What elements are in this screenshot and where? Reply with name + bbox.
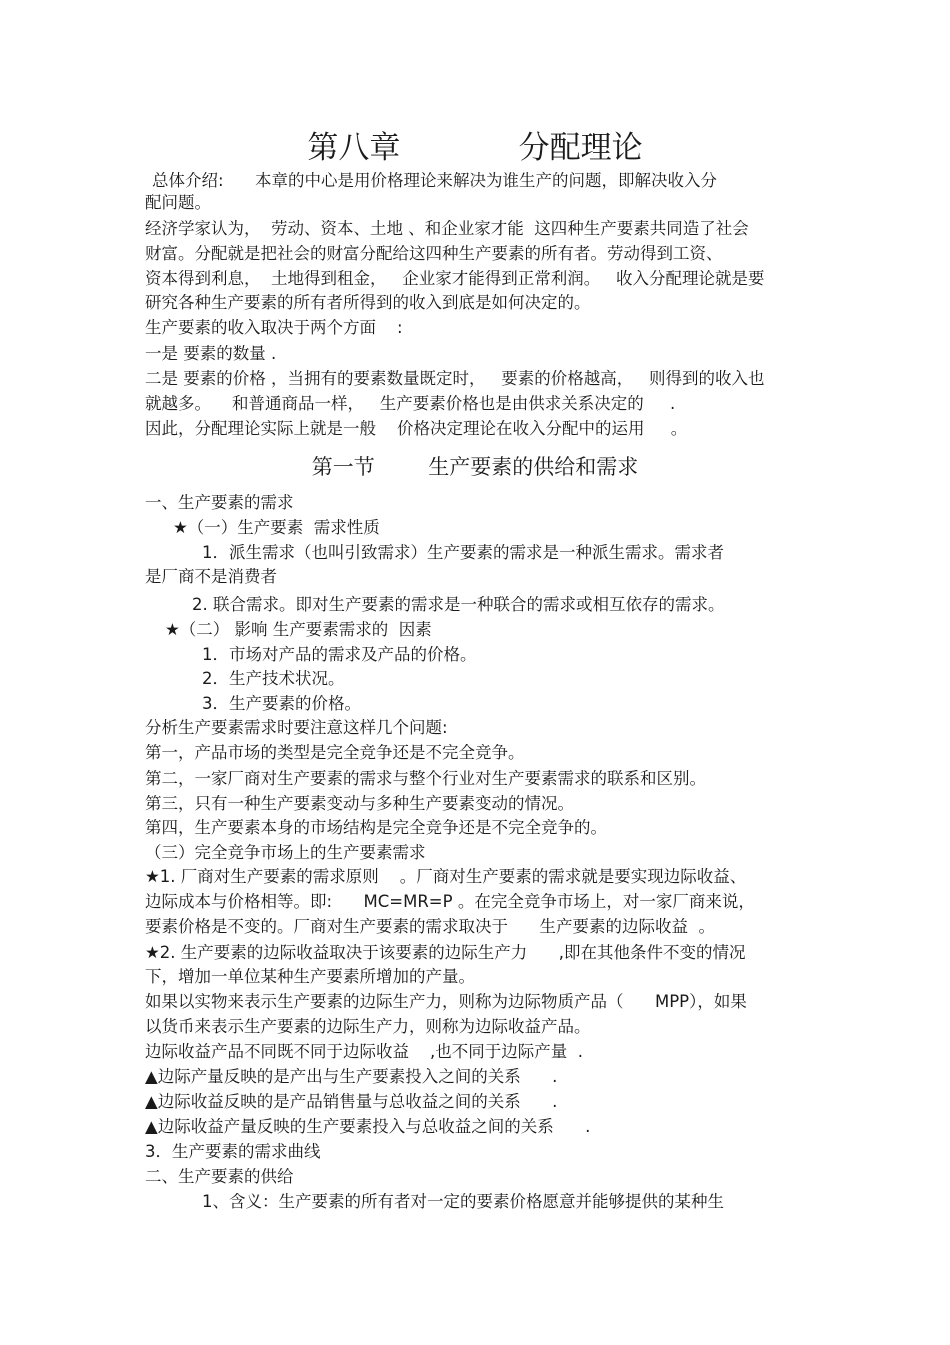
chapter-title: 第八章 分配理论 <box>307 130 643 166</box>
text-line: 一、生产要素的需求 <box>145 493 294 512</box>
text-line: 1．派生需求（也叫引致需求）生产要素的需求是一种派生需求。需求者 <box>202 543 724 562</box>
text-line: 下，增加一单位某种生产要素所增加的产量。 <box>145 967 475 986</box>
text-line: 总体介绍: 本章的中心是用价格理论来解决为谁生产的问题，即解决收入分 <box>152 171 718 190</box>
text-line: ▲边际收益产量反映的生产要素投入与总收益之间的关系 . <box>145 1117 591 1136</box>
text-line: ★1. 厂商对生产要素的需求原则 。厂商对生产要素的需求就是要实现边际收益、 <box>145 867 747 886</box>
text-line: ★（二） 影响 生产要素需求的 因素 <box>165 620 432 639</box>
text-line: 第三，只有一种生产要素变动与多种生产要素变动的情况。 <box>145 794 574 813</box>
text-line: 分析生产要素需求时要注意这样几个问题: <box>145 718 448 737</box>
text-line: 生产要素的收入取决于两个方面 : <box>145 318 403 337</box>
text-line: 3．生产要素的价格。 <box>202 694 361 713</box>
text-line: 3．生产要素的需求曲线 <box>145 1142 321 1161</box>
text-line: 1、含义：生产要素的所有者对一定的要素价格愿意并能够提供的某种生 <box>202 1192 724 1211</box>
text-line: 边际收益产品不同既不同于边际收益 ,也不同于边际产量 . <box>145 1042 583 1061</box>
text-line: 2．生产技术状况。 <box>202 669 345 688</box>
text-line: 是厂商不是消费者 <box>145 567 277 586</box>
text-line: 因此，分配理论实际上就是一般 价格决定理论在收入分配中的运用 。 <box>145 419 688 438</box>
text-line: 第四，生产要素本身的市场结构是完全竞争还是不完全竞争的。 <box>145 818 607 837</box>
text-line: 1．市场对产品的需求及产品的价格。 <box>202 645 477 664</box>
text-line: ★（一）生产要素 需求性质 <box>173 518 380 537</box>
text-line: ★2. 生产要素的边际收益取决于该要素的边际生产力 ,即在其他条件不变的情况 <box>145 943 746 962</box>
text-line: ▲边际收益反映的是产品销售量与总收益之间的关系 . <box>145 1092 558 1111</box>
text-line: 经济学家认为， 劳动、资本、土地 、和企业家才能 这四种生产要素共同造了社会 <box>145 219 749 238</box>
text-line: 研究各种生产要素的所有者所得到的收入到底是如何决定的。 <box>145 293 591 312</box>
text-line: 2. 联合需求。即对生产要素的需求是一种联合的需求或相互依存的需求。 <box>192 595 725 614</box>
text-line: 资本得到利息， 土地得到租金， 企业家才能得到正常利润。 收入分配理论就是要 <box>145 269 765 288</box>
text-line: 要素价格是不变的。厂商对生产要素的需求取决于 生产要素的边际收益 。 <box>145 917 715 936</box>
text-line: ▲边际产量反映的是产出与生产要素投入之间的关系 . <box>145 1067 558 1086</box>
section-title: 第一节 生产要素的供给和需求 <box>311 455 639 479</box>
text-line: 边际成本与价格相等。即: MC=MR=P 。在完全竞争市场上，对一家厂商来说， <box>145 892 755 911</box>
text-line: 财富。分配就是把社会的财富分配给这四种生产要素的所有者。劳动得到工资、 <box>145 244 723 263</box>
text-line: 如果以实物来表示生产要素的边际生产力，则称为边际物质产品（ MPP），如果 <box>145 992 747 1011</box>
text-line: 配问题。 <box>145 193 211 212</box>
text-line: 二是 要素的价格 ，当拥有的要素数量既定时， 要素的价格越高， 则得到的收入也 <box>145 369 765 388</box>
text-line: 第一，产品市场的类型是完全竞争还是不完全竞争。 <box>145 743 525 762</box>
text-line: 以货币来表示生产要素的边际生产力，则称为边际收益产品。 <box>145 1017 591 1036</box>
text-line: 第二，一家厂商对生产要素的需求与整个行业对生产要素需求的联系和区别。 <box>145 769 706 788</box>
text-line: 二、生产要素的供给 <box>145 1167 294 1186</box>
text-line: （三）完全竞争市场上的生产要素需求 <box>145 843 426 862</box>
text-line: 一是 要素的数量 . <box>145 344 277 363</box>
text-line: 就越多。 和普通商品一样， 生产要素价格也是由供求关系决定的 . <box>145 394 676 413</box>
